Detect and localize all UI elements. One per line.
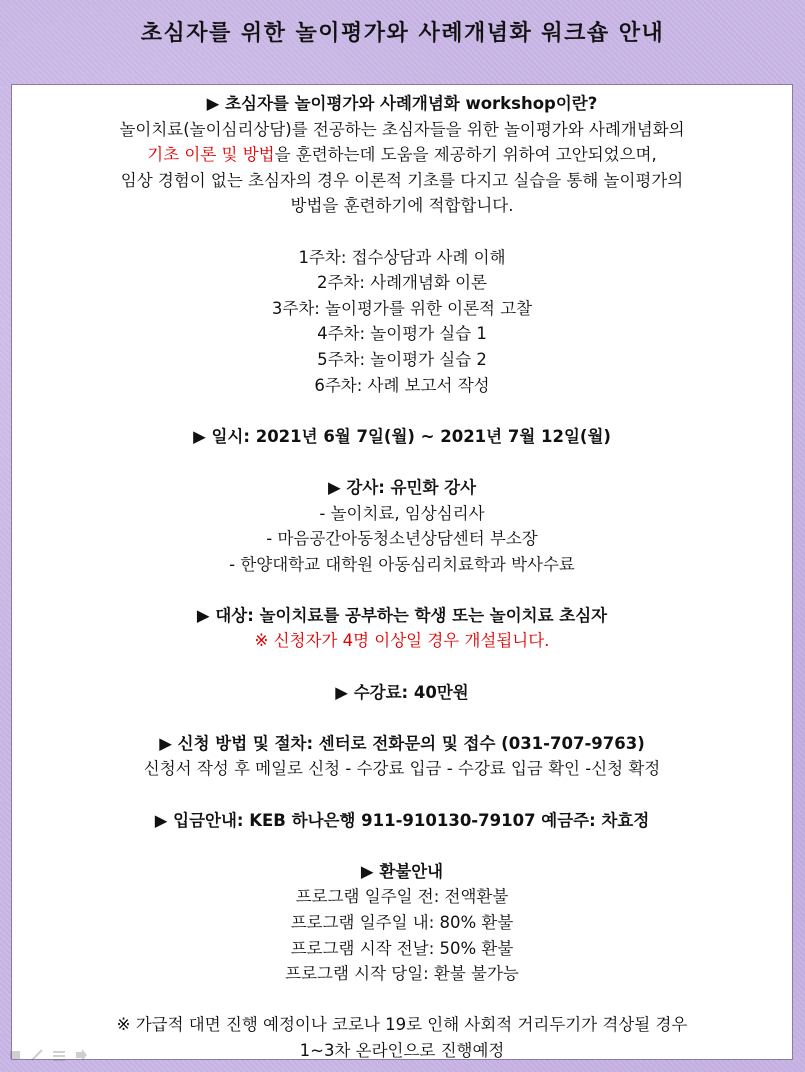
previous-slide-icon[interactable] [8, 1046, 22, 1058]
week-item: 6주차: 사례 보고서 작성 [314, 375, 490, 395]
intro-line-3: 임상 경험이 없는 초심자의 경우 이론적 기초를 다지고 실습을 통해 놀이평가의 [120, 170, 684, 190]
schedule-info: ▶ 일시: 2021년 6월 7일(월) ~ 2021년 7월 12일(월) [193, 426, 611, 446]
fee-info: ▶ 수강료: 40만원 [335, 682, 469, 702]
application-steps: 신청서 작성 후 메일로 신청 - 수강료 입금 - 수강료 입금 확인 -신청 확정 [143, 759, 661, 779]
week-item: 5주차: 놀이평가 실습 2 [317, 349, 487, 369]
weekly-curriculum [12, 245, 792, 399]
instructor-credential: - 마음공간아동청소년상담센터 부소장 [266, 529, 538, 549]
refund-item: 프로그램 시작 당일: 환불 불가능 [285, 964, 519, 984]
intro-highlight: 기초 이론 및 방법 [147, 145, 275, 165]
slide-controls [8, 1046, 88, 1058]
intro-line-2-rest: 을 훈련하는데 도움을 제공하기 위하여 고안되었으며, [274, 145, 657, 165]
target-note: ※ 신청자가 4명 이상일 경우 개설됩니다. [254, 631, 550, 651]
notice-line-2: 1~3차 온라인으로 진행예정 [299, 1040, 505, 1060]
menu-icon[interactable] [52, 1046, 66, 1058]
refund-item: 프로그램 시작 전날: 50% 환불 [290, 938, 514, 958]
deposit-info: ▶ 입금안내: KEB 하나은행 911-910130-79107 예금주: 차효정 [154, 810, 650, 830]
intro-heading: ▶ 초심자를 놀이평가와 사례개념화 workshop이란? [206, 94, 598, 113]
application-heading: ▶ 신청 방법 및 절차: 센터로 전화문의 및 접수 (031-707-9763) [159, 733, 645, 753]
intro-line-4: 방법을 훈련하기에 적합합니다. [290, 196, 514, 216]
pen-icon[interactable] [30, 1046, 44, 1058]
intro-line-2 [12, 142, 792, 168]
page-title: 초심자를 위한 놀이평가와 사례개념화 워크숍 안내 [140, 21, 665, 46]
refund-item: 프로그램 일주일 내: 80% 환불 [290, 913, 514, 932]
week-item: 2주차: 사례개념화 이론 [317, 273, 487, 293]
instructor-credential: - 한양대학교 대학원 아동심리치료학과 박사수료 [229, 554, 575, 574]
week-item: 3주차: 놀이평가를 위한 이론적 고찰 [271, 298, 533, 318]
next-slide-icon[interactable] [74, 1046, 88, 1058]
target-heading: ▶ 대상: 놀이치료를 공부하는 학생 또는 놀이치료 초심자 [196, 605, 608, 625]
week-item: 1주차: 접수상담과 사례 이해 [298, 247, 506, 267]
week-item: 4주차: 놀이평가 실습 1 [317, 324, 487, 344]
notice-line-1: ※ 가급적 대면 진행 예정이나 코로나 19로 인해 사회적 거리두기가 격상될 경우 [116, 1015, 688, 1035]
announcement-content [11, 84, 793, 1060]
refund-heading: ▶ 환불안내 [360, 861, 444, 881]
intro-line-1: 놀이치료(놀이심리상담)를 전공하는 초심자들을 위한 놀이평가와 사례개념화의 [119, 119, 685, 139]
refund-item: 프로그램 일주일 전: 전액환불 [295, 887, 509, 907]
instructor-credential: - 놀이치료, 임상심리사 [319, 503, 485, 523]
instructor-heading: ▶ 강사: 유민화 강사 [327, 477, 477, 497]
